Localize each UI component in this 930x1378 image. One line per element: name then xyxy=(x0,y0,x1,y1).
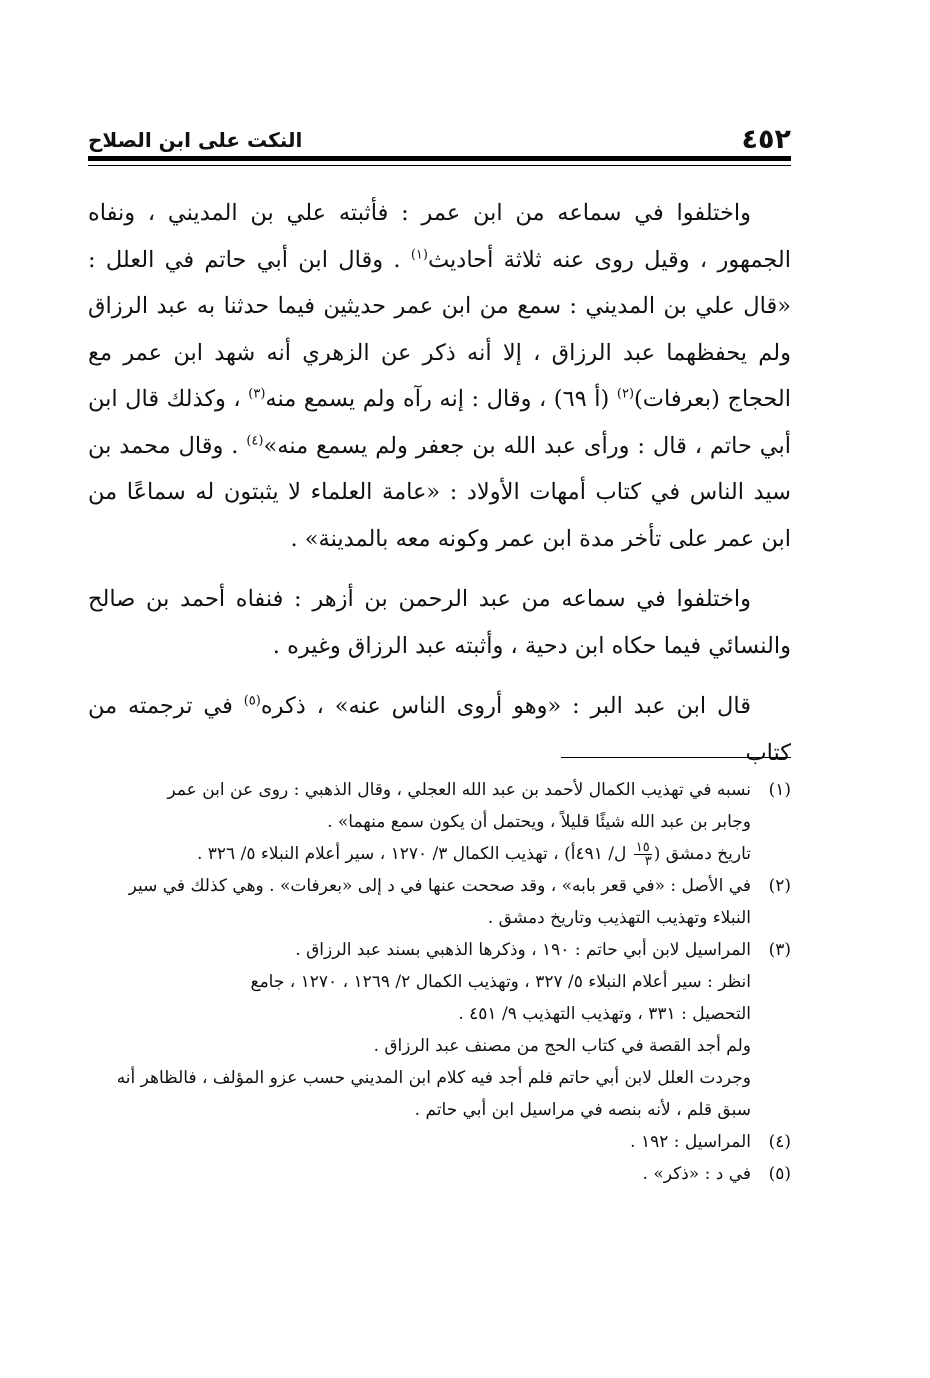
footnote-body xyxy=(88,934,751,1126)
footnote-line: النبلاء وتهذيب التهذيب وتاريخ دمشق . xyxy=(487,908,751,928)
footnote-number: (٤) xyxy=(768,1132,791,1152)
paragraph-1 xyxy=(88,190,791,562)
footnote-line: انظر : سير أعلام النبلاء ٥/ ٣٢٧ ، وتهذيب الكمال ٢/ ١٢٦٩ ، ١٢٧٠ ، جامع xyxy=(250,972,751,992)
footnote-number: (١) xyxy=(768,780,791,800)
footnote-body xyxy=(88,1158,751,1190)
footnote-2 xyxy=(88,870,791,934)
paragraph-1-text-1: واختلفوا في سماعه من ابن عمر : فأثبته علي بن المديني ، ونفاه الجمهور ، وقيل روى عنه ثلاثة أحاديث xyxy=(88,200,791,273)
main-text xyxy=(88,190,791,776)
footnote-4 xyxy=(88,1126,791,1158)
footnote-body xyxy=(88,870,751,934)
fraction-numerator: ١٥ xyxy=(635,840,650,855)
page-header xyxy=(88,118,791,158)
footnote-text: تاريخ دمشق ( xyxy=(653,844,751,864)
footnote-number: (٢) xyxy=(768,876,791,896)
footnote-line: في د : «ذكر» . xyxy=(642,1164,751,1184)
footnotes xyxy=(88,774,791,1190)
footnote-line: المراسيل لابن أبي حاتم : ١٩٠ ، وذكرها الذهبي بسند عبد الرزاق . xyxy=(295,940,751,960)
footnote-ref-2: (٢) xyxy=(616,386,635,402)
footnote-line: ولم أجد القصة في كتاب الحج من مصنف عبد الرزاق . xyxy=(373,1036,751,1056)
paragraph-1-text-2: . وقال ابن أبي حاتم في العلل : «قال علي بن المديني : سمع من ابن عمر حديثين فيما حدثنا به عبد الرزاق ولم يحفظهما عبد الرزاق ، إلا أنه ذكر عن الزهري أنه شهد ابن عمر مع الحجاج (بعرفات) xyxy=(88,246,791,412)
footnote-separator xyxy=(561,757,791,758)
footnote-ref-5: (٥) xyxy=(243,693,261,709)
page-number: ٤٥٢ xyxy=(741,124,791,155)
paragraph-1-text-5: . وقال محمد بن سيد الناس في كتاب أمهات الأولاد : «عامة العلماء لا يثبتون له سماعًا من ابن عمر على تأخر مدة ابن عمر وكونه معه بالمدينة» . xyxy=(88,432,791,552)
footnote-line: في الأصل : «في قعر بابه» ، وقد صححت عنها في د إلى «بعرفات» . وهي كذلك في سير xyxy=(128,876,751,896)
footnote-line: المراسيل : ١٩٢ . xyxy=(630,1132,751,1152)
footnote-5 xyxy=(88,1158,791,1190)
header-rule-thick xyxy=(88,156,791,161)
footnote-3 xyxy=(88,934,791,1126)
footnote-line: وجابر بن عبد الله شيئًا قليلاً ، ويحتمل أن يكون سمع منهما» . xyxy=(327,812,751,832)
footnote-ref-4: (٤) xyxy=(246,433,264,448)
footnote-ref-3: (٣) xyxy=(248,386,266,402)
header-rule-thin xyxy=(88,165,791,166)
footnote-body xyxy=(88,1126,751,1158)
footnote-line-with-fraction xyxy=(88,838,751,870)
footnote-1 xyxy=(88,774,791,870)
paragraph-2-text: واختلفوا في سماعه من عبد الرحمن بن أزهر : فنفاه أحمد بن صالح والنسائي فيما حكاه ابن دحية ، وأثبته عبد الرزاق وغيره . xyxy=(88,586,791,659)
paragraph-2 xyxy=(88,576,791,669)
paragraph-1-text-4: ، وكذلك قال ابن أبي حاتم ، قال : ورأى عبد الله بن جعفر ولم يسمع منه» xyxy=(88,386,792,459)
paragraph-1-text-3: (أ ٦٩) ، وقال : إنه رآه ولم يسمع منه xyxy=(265,386,617,412)
folio-fraction xyxy=(634,841,652,868)
footnote-line: سبق قلم ، لأنه بنصه في مراسيل ابن أبي حاتم . xyxy=(414,1100,751,1120)
footnote-body xyxy=(88,774,751,870)
footnote-number: (٥) xyxy=(768,1164,791,1184)
footnote-ref-1: (١) xyxy=(410,247,428,262)
fraction-denominator: ٣ xyxy=(644,854,652,869)
footnote-text: ل/ ٤٩١أ) ، تهذيب الكمال ٣/ ١٢٧٠ ، سير أعلام النبلاء ٥/ ٣٢٦ . xyxy=(196,844,632,864)
paragraph-3-text-2: في ترجمته من كتاب xyxy=(88,693,791,766)
footnote-number: (٣) xyxy=(768,940,791,960)
running-title: النكت على ابن الصلاح xyxy=(88,128,303,152)
footnote-line: وجردت العلل لابن أبي حاتم فلم أجد فيه كلام ابن المديني حسب عزو المؤلف ، فالظاهر أنه xyxy=(116,1068,751,1088)
footnote-line: التحصيل : ٣٣١ ، وتهذيب التهذيب ٩/ ٤٥١ . xyxy=(458,1004,751,1024)
paragraph-3-text-1: قال ابن عبد البر : «وهو أروى الناس عنه» ، ذكره xyxy=(260,693,751,719)
paragraph-3 xyxy=(88,683,791,776)
footnote-line: نسبه في تهذيب الكمال لأحمد بن عبد الله العجلي ، وقال الذهبي : روى عن ابن عمر xyxy=(167,780,751,800)
